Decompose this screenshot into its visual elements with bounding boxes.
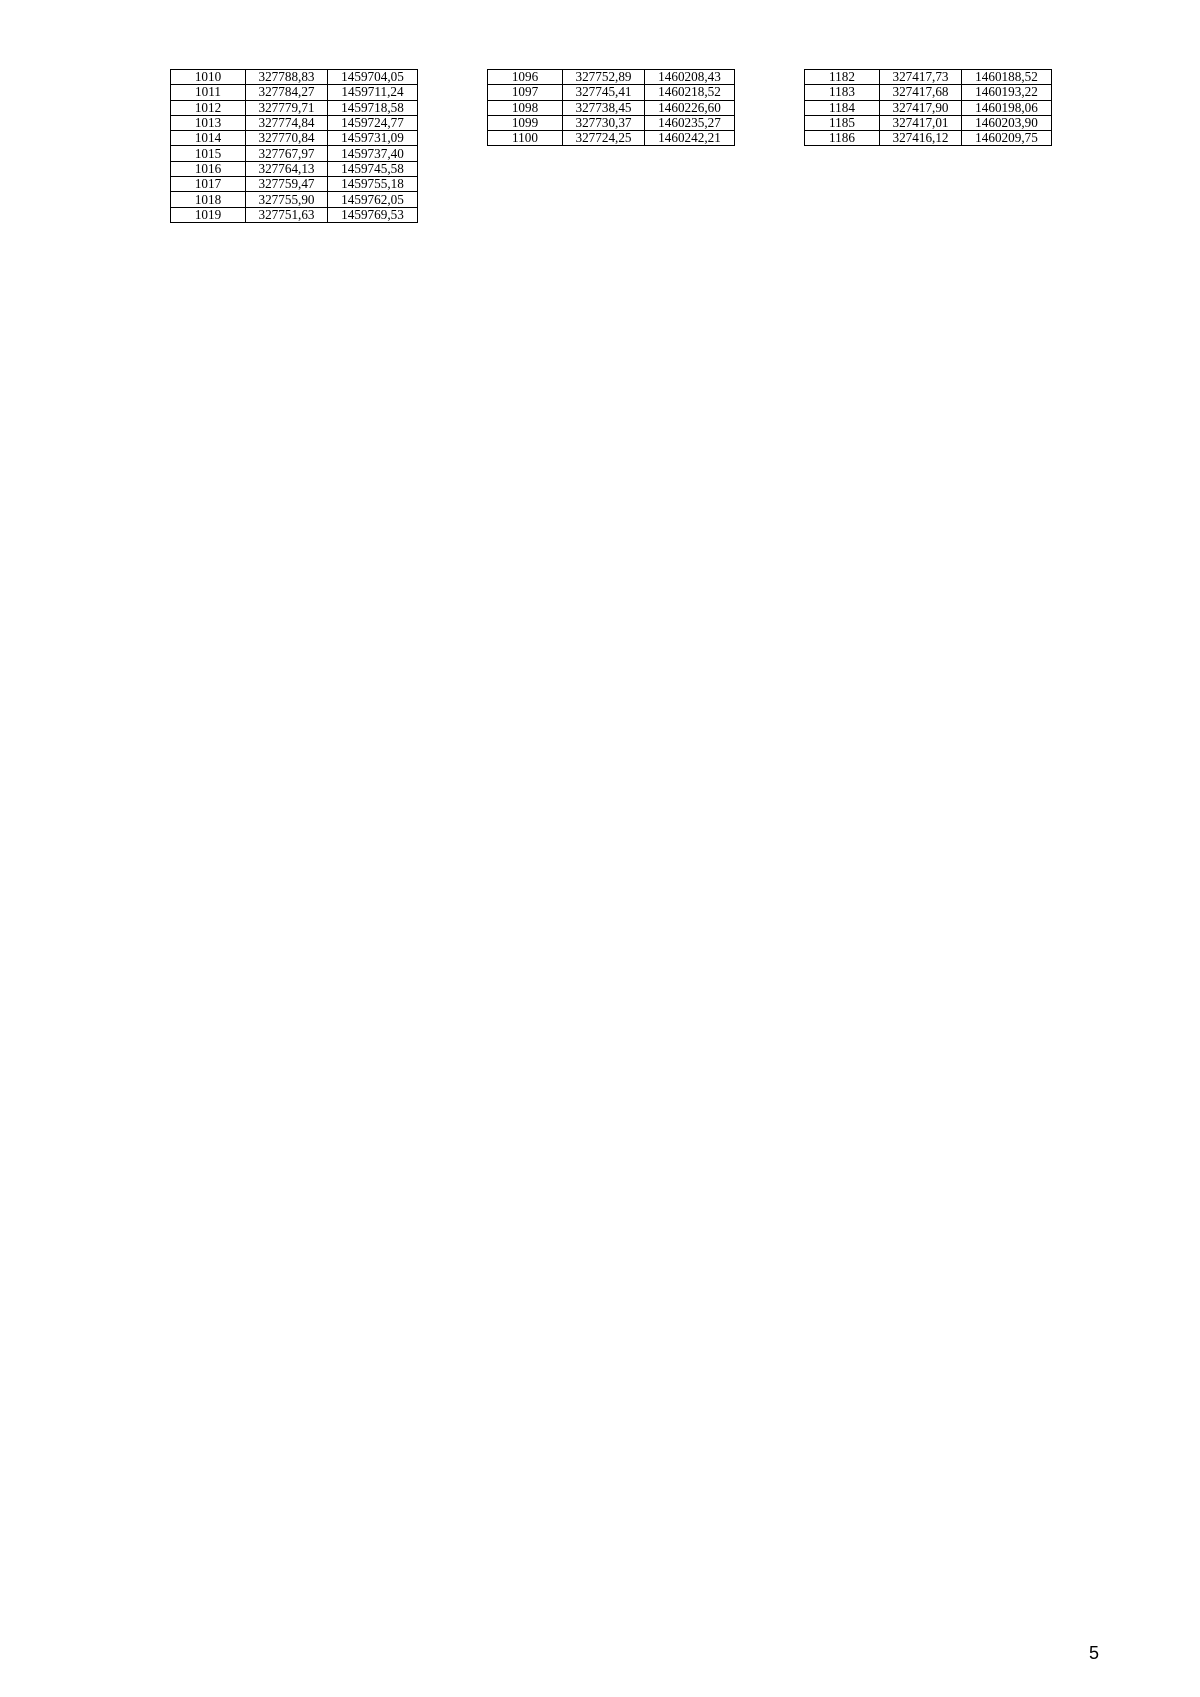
x-coordinate-cell: 327755,90: [246, 192, 328, 207]
table-row: [805, 70, 1052, 85]
point-number-cell: 1016: [171, 161, 246, 176]
y-coordinate-cell: 1459762,05: [328, 192, 418, 207]
table-row: [171, 131, 418, 146]
point-number-cell: 1013: [171, 115, 246, 130]
table-row: [171, 70, 418, 85]
point-number-cell: 1184: [805, 100, 880, 115]
y-coordinate-cell: 1460188,52: [962, 70, 1052, 85]
point-number-cell: 1183: [805, 85, 880, 100]
point-number-cell: 1010: [171, 70, 246, 85]
x-coordinate-cell: 327784,27: [246, 85, 328, 100]
x-coordinate-cell: 327417,73: [880, 70, 962, 85]
table-row: [805, 115, 1052, 130]
point-number-cell: 1011: [171, 85, 246, 100]
table-row: [171, 115, 418, 130]
coordinate-table-left: [170, 69, 418, 223]
point-number-cell: 1096: [488, 70, 563, 85]
page-number: 5: [1089, 1643, 1100, 1663]
coordinate-table-middle: [487, 69, 735, 146]
table-row: [488, 131, 735, 146]
point-number-cell: 1098: [488, 100, 563, 115]
point-number-cell: 1018: [171, 192, 246, 207]
table-row: [805, 131, 1052, 146]
y-coordinate-cell: 1460242,21: [645, 131, 735, 146]
x-coordinate-cell: 327764,13: [246, 161, 328, 176]
point-number-cell: 1100: [488, 131, 563, 146]
x-coordinate-cell: 327730,37: [563, 115, 645, 130]
y-coordinate-cell: 1459755,18: [328, 177, 418, 192]
point-number-cell: 1097: [488, 85, 563, 100]
x-coordinate-cell: 327417,90: [880, 100, 962, 115]
x-coordinate-cell: 327770,84: [246, 131, 328, 146]
table-row: [171, 146, 418, 161]
x-coordinate-cell: 327417,01: [880, 115, 962, 130]
y-coordinate-cell: 1459737,40: [328, 146, 418, 161]
x-coordinate-cell: 327724,25: [563, 131, 645, 146]
point-number-cell: 1017: [171, 177, 246, 192]
table-row: [488, 100, 735, 115]
point-number-cell: 1019: [171, 207, 246, 222]
y-coordinate-cell: 1459724,77: [328, 115, 418, 130]
point-number-cell: 1015: [171, 146, 246, 161]
y-coordinate-cell: 1460208,43: [645, 70, 735, 85]
y-coordinate-cell: 1460209,75: [962, 131, 1052, 146]
table-row: [488, 85, 735, 100]
y-coordinate-cell: 1460235,27: [645, 115, 735, 130]
x-coordinate-cell: 327752,89: [563, 70, 645, 85]
table-row: [171, 100, 418, 115]
y-coordinate-cell: 1459704,05: [328, 70, 418, 85]
x-coordinate-cell: 327745,41: [563, 85, 645, 100]
x-coordinate-cell: 327767,97: [246, 146, 328, 161]
y-coordinate-cell: 1460226,60: [645, 100, 735, 115]
x-coordinate-cell: 327738,45: [563, 100, 645, 115]
coordinate-table-right: [804, 69, 1052, 146]
table-row: [488, 70, 735, 85]
table-row: [488, 115, 735, 130]
table-row: [805, 100, 1052, 115]
point-number-cell: 1099: [488, 115, 563, 130]
x-coordinate-cell: 327774,84: [246, 115, 328, 130]
y-coordinate-cell: 1460203,90: [962, 115, 1052, 130]
table-row: [171, 177, 418, 192]
table-row: [171, 161, 418, 176]
y-coordinate-cell: 1459745,58: [328, 161, 418, 176]
y-coordinate-cell: 1460218,52: [645, 85, 735, 100]
point-number-cell: 1186: [805, 131, 880, 146]
point-number-cell: 1014: [171, 131, 246, 146]
table-row: [171, 207, 418, 222]
y-coordinate-cell: 1459769,53: [328, 207, 418, 222]
x-coordinate-cell: 327759,47: [246, 177, 328, 192]
table-row: [805, 85, 1052, 100]
y-coordinate-cell: 1459711,24: [328, 85, 418, 100]
x-coordinate-cell: 327417,68: [880, 85, 962, 100]
table-row: [171, 192, 418, 207]
point-number-cell: 1012: [171, 100, 246, 115]
x-coordinate-cell: 327751,63: [246, 207, 328, 222]
y-coordinate-cell: 1460198,06: [962, 100, 1052, 115]
y-coordinate-cell: 1460193,22: [962, 85, 1052, 100]
y-coordinate-cell: 1459718,58: [328, 100, 418, 115]
point-number-cell: 1185: [805, 115, 880, 130]
y-coordinate-cell: 1459731,09: [328, 131, 418, 146]
point-number-cell: 1182: [805, 70, 880, 85]
x-coordinate-cell: 327416,12: [880, 131, 962, 146]
x-coordinate-cell: 327788,83: [246, 70, 328, 85]
table-row: [171, 85, 418, 100]
x-coordinate-cell: 327779,71: [246, 100, 328, 115]
